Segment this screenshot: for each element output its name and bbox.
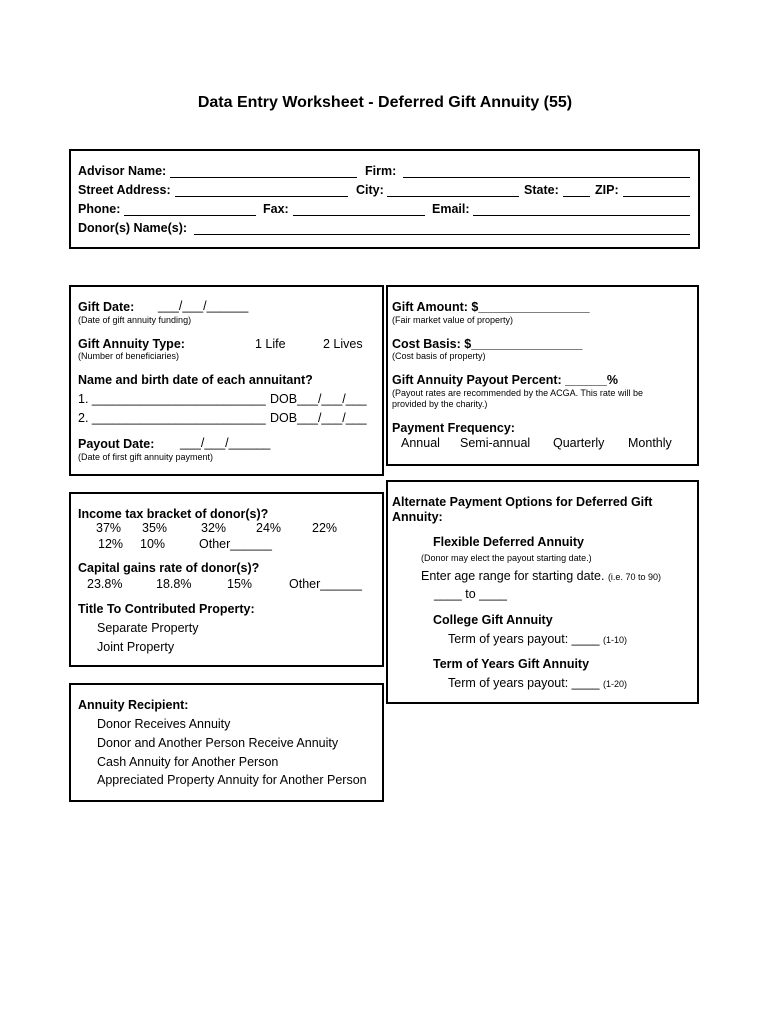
income-24-option[interactable]: 24% xyxy=(256,521,282,535)
recipient-option-donor-and-another[interactable]: Donor and Another Person Receive Annuity xyxy=(97,736,339,750)
payout-percent-note-2: provided by the charity.) xyxy=(392,399,488,409)
annuitant-1-field[interactable]: 1. _________________________ xyxy=(78,392,266,406)
income-35-option[interactable]: 35% xyxy=(142,521,168,535)
alternate-heading-line-2: Annuity: xyxy=(392,510,443,524)
term-years-note: (1-20) xyxy=(602,679,627,689)
frequency-quarterly-option[interactable]: Quarterly xyxy=(553,436,605,450)
income-10-option[interactable]: 10% xyxy=(140,537,166,551)
separate-property-option[interactable]: Separate Property xyxy=(97,621,199,635)
payout-percent-note-1: (Payout rates are recommended by the ACGA. This rate will be xyxy=(392,388,643,398)
payout-date-field[interactable]: ___/___/______ xyxy=(180,436,271,450)
frequency-annual-option[interactable]: Annual xyxy=(401,436,440,450)
fax-label: Fax: xyxy=(263,202,289,216)
college-term-note: (1-10) xyxy=(602,635,627,645)
college-gift-option[interactable]: College Gift Annuity xyxy=(433,613,553,627)
income-tax-label: Income tax bracket of donor(s)? xyxy=(78,507,269,521)
payout-date-label: Payout Date: xyxy=(78,437,155,451)
street-address-label: Street Address: xyxy=(78,183,171,197)
type-option-2-lives[interactable]: 2 Lives xyxy=(323,337,363,351)
income-32-option[interactable]: 32% xyxy=(201,521,227,535)
type-option-1-life[interactable]: 1 Life xyxy=(255,337,286,351)
annuitant-label: Name and birth date of each annuitant? xyxy=(78,373,313,387)
payout-date-note: (Date of first gift annuity payment) xyxy=(78,452,214,462)
frequency-monthly-option[interactable]: Monthly xyxy=(628,436,672,450)
city-field[interactable] xyxy=(387,196,519,197)
phone-label: Phone: xyxy=(78,202,121,216)
age-range-note: (i.e. 70 to 90) xyxy=(607,572,661,582)
income-37-option[interactable]: 37% xyxy=(96,521,122,535)
gift-amount-field[interactable]: Gift Amount: $________________ xyxy=(392,300,590,314)
term-years-text: Term of years payout: ____ xyxy=(448,676,600,690)
email-label: Email: xyxy=(432,202,470,216)
firm-field[interactable] xyxy=(403,177,690,178)
recipient-option-donor[interactable]: Donor Receives Annuity xyxy=(97,717,231,731)
flexible-deferred-note: (Donor may elect the payout starting date.) xyxy=(421,553,592,563)
email-field[interactable] xyxy=(473,215,690,216)
title-property-label: Title To Contributed Property: xyxy=(78,602,255,616)
term-years-option[interactable]: Term of Years Gift Annuity xyxy=(433,657,590,671)
frequency-semi-annual-option[interactable]: Semi-annual xyxy=(460,436,531,450)
age-range-label xyxy=(421,569,661,583)
payment-frequency-label: Payment Frequency: xyxy=(392,421,515,435)
gift-date-label: Gift Date: xyxy=(78,300,135,314)
gift-annuity-type-note: (Number of beneficiaries) xyxy=(78,351,180,361)
advisor-name-label: Advisor Name: xyxy=(78,164,167,178)
gift-amount-note: (Fair market value of property) xyxy=(392,315,514,325)
page-title: Data Entry Worksheet - Deferred Gift Annuity (55) xyxy=(197,94,573,111)
flexible-deferred-option[interactable]: Flexible Deferred Annuity xyxy=(433,535,584,549)
college-term-field[interactable] xyxy=(448,632,627,646)
annuitant-2-field[interactable]: 2. _________________________ xyxy=(78,411,266,425)
donor-names-field[interactable] xyxy=(194,234,690,235)
capital-18-8-option[interactable]: 18.8% xyxy=(156,577,192,591)
capital-gains-label: Capital gains rate of donor(s)? xyxy=(78,561,260,575)
income-12-option[interactable]: 12% xyxy=(98,537,124,551)
gift-date-note: (Date of gift annuity funding) xyxy=(78,315,192,325)
college-term-text: Term of years payout: ____ xyxy=(448,632,600,646)
income-other-field[interactable]: Other______ xyxy=(199,537,272,551)
advisor-name-field[interactable] xyxy=(170,177,357,178)
alternate-heading-line-1: Alternate Payment Options for Deferred Gift xyxy=(392,495,653,509)
recipient-option-appreciated-property[interactable]: Appreciated Property Annuity for Another Person xyxy=(97,773,367,787)
cost-basis-note: (Cost basis of property) xyxy=(392,351,486,361)
gift-date-field[interactable]: ___/___/______ xyxy=(158,299,249,313)
state-field[interactable] xyxy=(563,196,590,197)
street-address-field[interactable] xyxy=(175,196,348,197)
zip-field[interactable] xyxy=(623,196,690,197)
zip-label: ZIP: xyxy=(595,183,619,197)
age-range-text: Enter age range for starting date. xyxy=(421,569,605,583)
joint-property-option[interactable]: Joint Property xyxy=(97,640,175,654)
annuity-recipient-label: Annuity Recipient: xyxy=(78,698,189,712)
capital-other-field[interactable]: Other______ xyxy=(289,577,362,591)
cost-basis-field[interactable]: Cost Basis: $________________ xyxy=(392,337,583,351)
annuitant-1-dob-field[interactable]: DOB___/___/___ xyxy=(270,392,367,406)
recipient-option-cash-another[interactable]: Cash Annuity for Another Person xyxy=(97,755,279,769)
age-range-field[interactable]: ____ to ____ xyxy=(434,587,507,601)
income-22-option[interactable]: 22% xyxy=(312,521,338,535)
term-years-field[interactable] xyxy=(448,676,627,690)
capital-15-option[interactable]: 15% xyxy=(227,577,253,591)
phone-field[interactable] xyxy=(124,215,256,216)
donor-names-label: Donor(s) Name(s): xyxy=(78,221,188,235)
gift-annuity-type-label: Gift Annuity Type: xyxy=(78,337,185,351)
state-label: State: xyxy=(524,183,559,197)
firm-label: Firm: xyxy=(365,164,397,178)
capital-23-8-option[interactable]: 23.8% xyxy=(87,577,123,591)
city-label: City: xyxy=(356,183,384,197)
payout-percent-field[interactable]: Gift Annuity Payout Percent: ______% xyxy=(392,373,618,387)
annuitant-2-dob-field[interactable]: DOB___/___/___ xyxy=(270,411,367,425)
fax-field[interactable] xyxy=(293,215,425,216)
